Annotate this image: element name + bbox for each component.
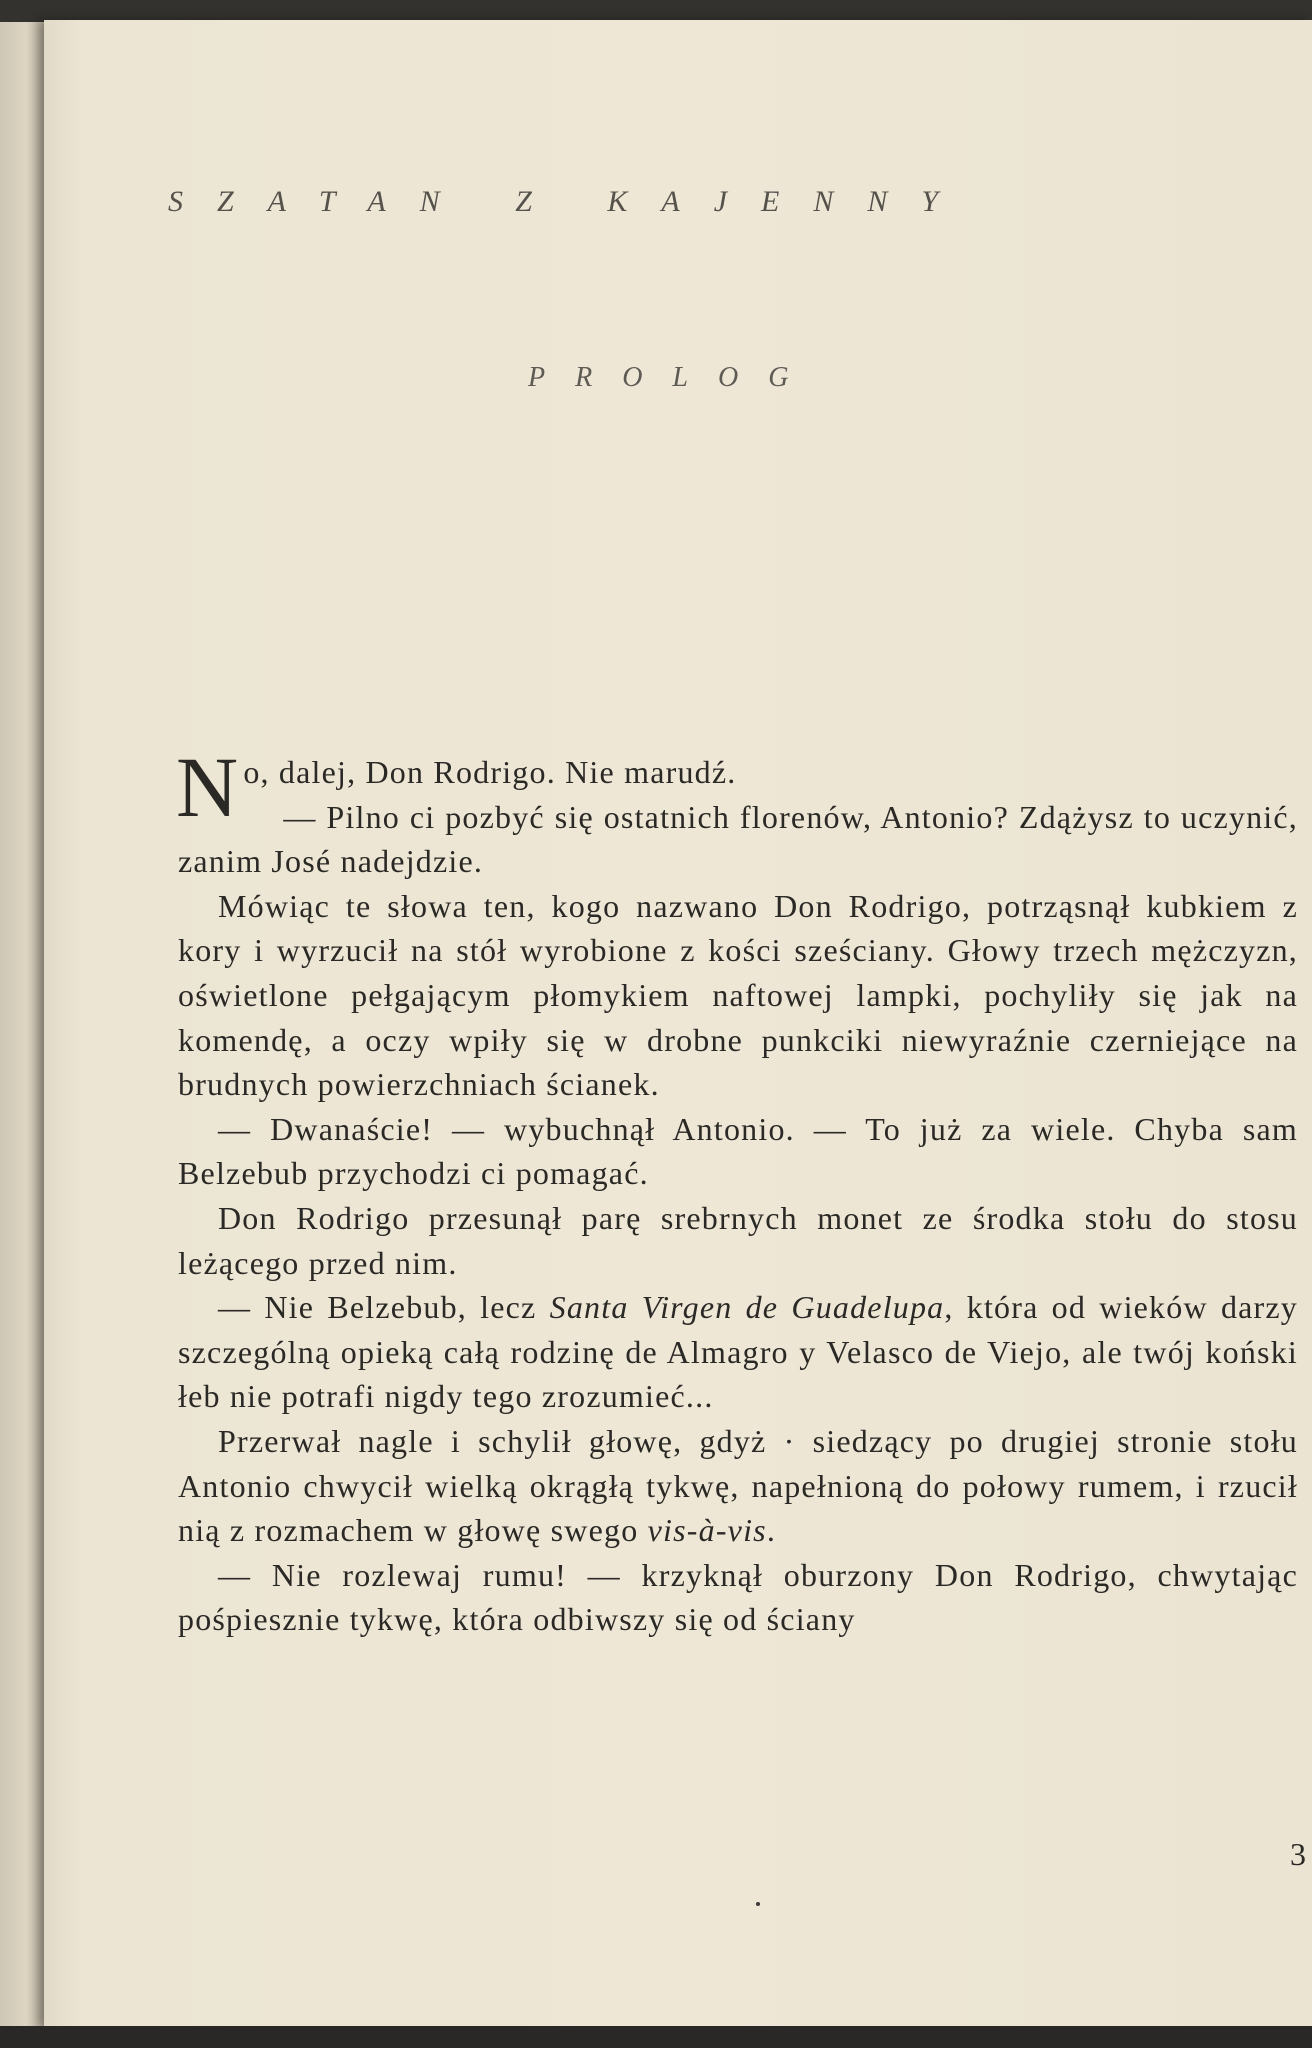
paragraph-5: Don Rodrigo przesunął parę srebrnych monet ze środka stołu do stosu leżącego przed nim. xyxy=(178,1199,1298,1281)
paragraph-1 xyxy=(176,739,1298,835)
paragraph-3: Mówiąc te słowa ten, kogo nazwano Don Rodrigo, potrząsnął kubkiem z kory i wyrzucił na stół wyrobione z kości sześciany. Głowy trzech mężczyzn, oświetlone pełgającym płomykiem naftowej lampki, pochyliły się jak na komendę, a oczy wpiły się w drobne punkciki niewyraźnie czerniejące na brudnych powierzchniach ścianek. xyxy=(178,887,1298,1103)
paragraph-1-text: o, dalej, Don Rodrigo. Nie marudź. xyxy=(243,754,737,790)
page-number: 3 xyxy=(1290,1836,1306,1872)
paragraph-7-a: Przerwał nagle i schylił głowę, gdyż · siedzący po drugiej stronie stołu Antonio chwycił wielką okrągłą tykwę, napełnioną do połowy rumem, i rzucił nią z rozmachem w głowę swego xyxy=(178,1422,1298,1549)
paragraph-6 xyxy=(178,1285,1298,1419)
paragraph-6-a: — Nie Belzebub, lecz xyxy=(218,1289,550,1326)
paragraph-7 xyxy=(178,1419,1298,1553)
bottom-edge xyxy=(0,2026,1312,2048)
paragraph-6-b: , która od wieków darzy szczególną opieką całą rodzinę de Almagro y Velasco de Viejo, ale twój koński łeb nie potrafi nigdy tego zrozumieć... xyxy=(178,1289,1299,1415)
book-title: SZATAN Z KAJENNY xyxy=(168,185,973,218)
paragraph-6-italic: Santa Virgen de Guadelupa xyxy=(549,1289,945,1326)
body-text xyxy=(176,739,1299,1642)
paragraph-4: — Dwanaście! — wybuchnął Antonio. — To już za wiele. Chyba sam Belzebub przychodzi ci pomagać. xyxy=(178,1110,1298,1192)
top-edge xyxy=(0,0,1312,22)
paragraph-2: — Pilno ci pozbyć się ostatnich florenów, Antonio? Zdążysz to uczynić, zanim José nadejdzie. xyxy=(178,798,1298,880)
chapter-heading: PROLOG xyxy=(528,362,819,393)
paragraph-8: — Nie rozlewaj rumu! — krzyknął oburzony Don Rodrigo, chwytając pośpiesznie tykwę, która odbiwszy się od ściany xyxy=(178,1556,1298,1638)
paragraph-7-italic: vis-à-vis xyxy=(647,1512,767,1549)
paragraph-7-b: . xyxy=(766,1512,777,1549)
page-spine xyxy=(0,0,44,2048)
drop-cap: N xyxy=(176,739,240,835)
ink-dot xyxy=(756,1902,760,1906)
